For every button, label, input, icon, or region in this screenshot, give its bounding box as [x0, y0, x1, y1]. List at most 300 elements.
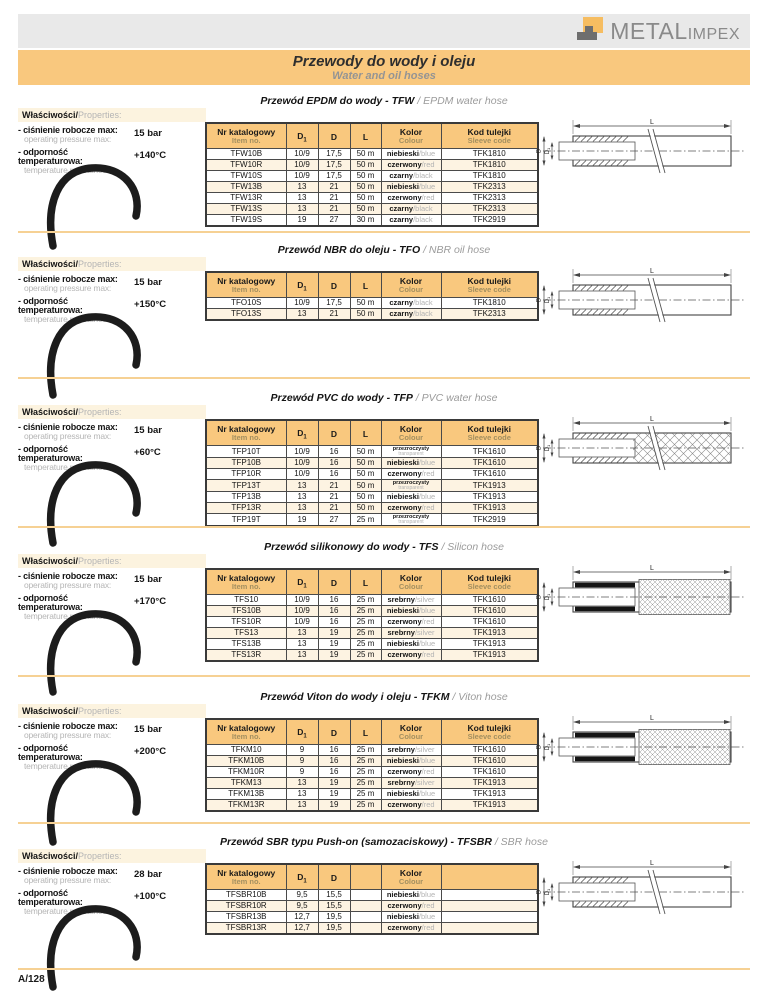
product-table: [205, 271, 539, 321]
header-sleeve: [441, 569, 538, 595]
hose-diagram-drawing: [535, 857, 750, 919]
table-row: [206, 469, 538, 480]
cell-colour: [381, 160, 441, 171]
temperature-value: +60°C: [134, 447, 161, 458]
cell-d1: 9,5: [286, 901, 318, 912]
properties-heading-pl: Właściwości/: [22, 706, 79, 716]
cell-d1: 19: [286, 215, 318, 227]
header-d-label: D: [330, 429, 338, 439]
colour-en: /red: [421, 469, 435, 478]
properties-panel: [18, 849, 213, 916]
cell-colour: [381, 204, 441, 215]
svg-text:L: L: [650, 715, 654, 722]
header-colour-en: Colour: [398, 732, 424, 741]
header-d1-sub: 1: [303, 286, 307, 293]
cell-item: TFP10R: [206, 469, 286, 480]
properties-heading-pl: Właściwości/: [22, 407, 79, 417]
cell-d: 21: [318, 309, 350, 321]
colour-pl: czarny: [389, 298, 414, 307]
hose-diagram-drawing: [535, 265, 750, 327]
metal-anvil-icon: [576, 16, 603, 46]
section-title: [18, 541, 750, 553]
colour-en: /blue: [418, 458, 436, 467]
cell-d: 19: [318, 800, 350, 812]
colour-pl: niebieski: [386, 606, 419, 615]
header-colour-en: Colour: [398, 582, 424, 591]
table-row: [206, 789, 538, 800]
table-body: [206, 890, 538, 935]
cell-colour: [381, 800, 441, 812]
cell-d1: 10/9: [286, 606, 318, 617]
header-d: [318, 272, 350, 298]
properties-heading: [18, 405, 206, 419]
colour-en: transparent: [398, 519, 424, 525]
svg-text:D1: D1: [544, 296, 551, 304]
header-d1-sub: 1: [303, 878, 307, 885]
header-colour-en: Colour: [398, 433, 424, 442]
cell-sleeve: TFK1610: [441, 617, 538, 628]
header-d-label: D: [330, 578, 338, 588]
cell-item: TFS13B: [206, 639, 286, 650]
cell-l: 50 m: [350, 160, 381, 171]
cell-colour: [381, 745, 441, 756]
cell-item: TFW13S: [206, 204, 286, 215]
cell-colour: [381, 595, 441, 606]
svg-text:D: D: [536, 594, 543, 600]
properties-heading-en: Properties:: [78, 851, 122, 861]
section-title-pl: Przewód Viton do wody i oleju - TFKM: [260, 691, 450, 703]
hose-photo: [32, 899, 164, 994]
pressure-label-pl: - ciśnienie robocze max:: [18, 866, 118, 876]
cell-item: TFO13S: [206, 309, 286, 321]
cell-colour: [381, 193, 441, 204]
section-title: [18, 392, 750, 404]
cell-l: 50 m: [350, 193, 381, 204]
pressure-label-en: operating pressure max:: [24, 730, 112, 740]
header-d-label: D: [330, 281, 338, 291]
table-header-row: [206, 569, 538, 595]
colour-en: /red: [421, 503, 435, 512]
section-title-en: / Viton hose: [452, 691, 508, 703]
cell-colour: [381, 492, 441, 503]
header-sleeve-pl: Kod tulejki: [467, 573, 511, 583]
cell-colour: [381, 778, 441, 789]
temperature-value: +140°C: [134, 150, 167, 161]
cell-d1: 9,5: [286, 890, 318, 901]
footer-page-number: A/128: [18, 974, 45, 985]
cell-sleeve: TFK1810: [441, 149, 538, 160]
svg-text:D: D: [536, 297, 543, 303]
cell-d1: 13: [286, 628, 318, 639]
colour-pl: niebieski: [386, 789, 419, 798]
colour-pl: czarny: [389, 204, 414, 213]
table-row: [206, 480, 538, 492]
colour-en: /blue: [418, 492, 436, 501]
cell-sleeve: TFK1610: [441, 446, 538, 458]
temperature-label-en: temperature resistance:: [24, 462, 109, 472]
cell-d: 21: [318, 193, 350, 204]
cell-colour: [381, 514, 441, 527]
cell-sleeve: TFK1610: [441, 469, 538, 480]
colour-pl: niebieski: [386, 890, 419, 899]
table-body: [206, 446, 538, 527]
cell-item: TFP13B: [206, 492, 286, 503]
colour-en: /red: [421, 617, 435, 626]
cell-item: TFS10: [206, 595, 286, 606]
header-d1: [286, 719, 318, 745]
section-title-pl: Przewód EPDM do wody - TFW: [260, 95, 415, 107]
temperature-label-en: temperature resistance:: [24, 314, 109, 324]
section-title-pl: Przewód PVC do wody - TFP: [270, 392, 413, 404]
table-row: [206, 606, 538, 617]
pressure-label-pl: - ciśnienie robocze max:: [18, 571, 118, 581]
table-row: [206, 492, 538, 503]
temperature-value: +200°C: [134, 746, 167, 757]
cell-d1: 10/9: [286, 446, 318, 458]
cell-item: TFS10B: [206, 606, 286, 617]
header-item: [206, 420, 286, 446]
cell-d: 19: [318, 789, 350, 800]
cell-d1: 9: [286, 767, 318, 778]
header-sleeve-pl: Kod tulejki: [467, 424, 511, 434]
header-sleeve: [441, 272, 538, 298]
cell-l: 25 m: [350, 628, 381, 639]
temperature-label-en: temperature resistance:: [24, 761, 109, 771]
header-l: [350, 272, 381, 298]
svg-text:L: L: [650, 268, 654, 275]
header-d1: [286, 569, 318, 595]
cell-item: TFW10S: [206, 171, 286, 182]
cell-sleeve: TFK1810: [441, 298, 538, 309]
pressure-value: 15 bar: [134, 277, 162, 288]
product-table: [205, 718, 539, 812]
cell-item: TFP10B: [206, 458, 286, 469]
cell-l: 25 m: [350, 778, 381, 789]
colour-pl: czarny: [389, 215, 414, 224]
cell-d: 16: [318, 617, 350, 628]
header-colour-en: Colour: [398, 285, 424, 294]
cell-sleeve: TFK1610: [441, 745, 538, 756]
cell-d1: 13: [286, 650, 318, 662]
header-colour-pl: Kolor: [399, 573, 423, 583]
colour-en: /red: [421, 923, 435, 932]
table-row: [206, 182, 538, 193]
cell-l: 50 m: [350, 469, 381, 480]
pressure-property: [18, 423, 213, 441]
table-header: [206, 123, 538, 149]
header-item-pl: Nr katalogowy: [217, 276, 276, 286]
colour-en: /red: [421, 160, 435, 169]
cell-colour: [381, 503, 441, 514]
table-row: [206, 650, 538, 662]
temperature-label-en: temperature resistance:: [24, 611, 109, 621]
table-row: [206, 901, 538, 912]
properties-heading-en: Properties:: [78, 556, 122, 566]
colour-pl: czarny: [389, 171, 414, 180]
colour-pl: czerwony: [387, 469, 422, 478]
header-d1-sub: 1: [303, 583, 307, 590]
cell-d: 19: [318, 639, 350, 650]
table-header: [206, 569, 538, 595]
header-d1-label: D: [297, 131, 304, 142]
cell-sleeve: TFK1810: [441, 171, 538, 182]
cell-colour: [381, 628, 441, 639]
cell-colour: [381, 617, 441, 628]
cell-d1: 13: [286, 639, 318, 650]
cell-colour: [381, 756, 441, 767]
cell-l: 50 m: [350, 171, 381, 182]
pressure-label-pl: - ciśnienie robocze max:: [18, 125, 118, 135]
cell-sleeve: TFK1913: [441, 639, 538, 650]
cell-sleeve: TFK1913: [441, 492, 538, 503]
table-row: [206, 800, 538, 812]
colour-pl: czerwony: [387, 503, 422, 512]
header-d-label: D: [330, 728, 338, 738]
page-header: [18, 14, 750, 48]
cell-sleeve: TFK1913: [441, 628, 538, 639]
product-section: [18, 688, 750, 822]
cell-colour: [381, 912, 441, 923]
temperature-label-pl: - odporność temperaturowa:: [18, 888, 83, 907]
table-row: [206, 756, 538, 767]
properties-panel: [18, 257, 213, 324]
cell-colour: [381, 298, 441, 309]
cell-item: TFKM13B: [206, 789, 286, 800]
temperature-value: +100°C: [134, 891, 167, 902]
cell-item: TFKM10R: [206, 767, 286, 778]
header-d: [318, 719, 350, 745]
svg-text:D1: D1: [544, 888, 551, 896]
catalog-table: [205, 122, 539, 227]
header-sleeve-pl: Kod tulejki: [467, 723, 511, 733]
pressure-value: 15 bar: [134, 425, 162, 436]
cell-d: 19: [318, 650, 350, 662]
cell-d1: 13: [286, 480, 318, 492]
cell-d: 15,5: [318, 890, 350, 901]
colour-pl: niebieski: [386, 912, 419, 921]
header-d: [318, 420, 350, 446]
colour-en: /blue: [418, 756, 436, 765]
cell-colour: [381, 149, 441, 160]
header-d: [318, 569, 350, 595]
cell-sleeve: TFK1610: [441, 756, 538, 767]
properties-heading-pl: Właściwości/: [22, 110, 79, 120]
cell-d1: 13: [286, 778, 318, 789]
pressure-property: [18, 126, 213, 144]
product-table: [205, 863, 539, 935]
cell-sleeve: TFK2313: [441, 193, 538, 204]
table-row: [206, 193, 538, 204]
header-l-label: L: [362, 578, 369, 588]
colour-pl: niebieski: [386, 458, 419, 467]
colour-en: transparent: [398, 485, 424, 491]
hose-diagram-drawing: [535, 712, 750, 774]
cell-d1: 10/9: [286, 160, 318, 171]
header-colour: [381, 569, 441, 595]
cell-sleeve: [441, 923, 538, 935]
header-item: [206, 719, 286, 745]
header-d-label: D: [330, 132, 338, 142]
svg-text:D1: D1: [544, 147, 551, 155]
product-table: [205, 419, 539, 527]
cell-colour: [381, 182, 441, 193]
header-d1: [286, 123, 318, 149]
colour-en: /blue: [418, 182, 436, 191]
header-sleeve-en: Sleeve code: [467, 582, 511, 591]
table-row: [206, 778, 538, 789]
colour-pl: czerwony: [387, 650, 422, 659]
colour-en: /blue: [418, 149, 436, 158]
pressure-label-en: operating pressure max:: [24, 580, 112, 590]
temperature-label-en: temperature resistance:: [24, 906, 109, 916]
colour-en: /silver: [414, 745, 435, 754]
cell-sleeve: TFK1610: [441, 767, 538, 778]
cell-d: 16: [318, 446, 350, 458]
cell-sleeve: TFK1913: [441, 650, 538, 662]
header-colour-pl: Kolor: [399, 276, 423, 286]
cell-colour: [381, 171, 441, 182]
section-separator: [18, 377, 750, 379]
cell-l: [350, 901, 381, 912]
hose-diagram: [535, 712, 750, 779]
header-d1-sub: 1: [303, 434, 307, 441]
section-title-en: / PVC water hose: [415, 392, 498, 404]
section-title-en: / EPDM water hose: [417, 95, 508, 107]
cell-d1: 13: [286, 503, 318, 514]
cell-d1: 10/9: [286, 617, 318, 628]
header-d1-label: D: [297, 872, 304, 883]
cell-item: TFW10B: [206, 149, 286, 160]
table-row: [206, 215, 538, 227]
section-title-pl: Przewód silikonowy do wody - TFS: [264, 541, 439, 553]
cell-l: [350, 912, 381, 923]
colour-en: /black: [413, 298, 433, 307]
catalog-table: [205, 419, 539, 527]
properties-heading-en: Properties:: [78, 407, 122, 417]
hose-diagram-drawing: [535, 562, 750, 624]
properties-heading: [18, 704, 206, 718]
cell-d: 17,5: [318, 149, 350, 160]
header-d-label: D: [330, 873, 338, 883]
cell-d: 16: [318, 469, 350, 480]
header-colour-en: Colour: [398, 877, 424, 886]
section-title-en: / Silicon hose: [441, 541, 504, 553]
properties-heading: [18, 257, 206, 271]
table-row: [206, 446, 538, 458]
cell-sleeve: TFK2313: [441, 182, 538, 193]
table-header-row: [206, 864, 538, 890]
table-row: [206, 204, 538, 215]
cell-item: TFO10S: [206, 298, 286, 309]
page-subtitle: Water and oil hoses: [332, 70, 436, 82]
header-colour-en: Colour: [398, 136, 424, 145]
cell-item: TFSBR10B: [206, 890, 286, 901]
cell-sleeve: TFK1810: [441, 160, 538, 171]
cell-item: TFSBR13R: [206, 923, 286, 935]
header-d1-label: D: [297, 280, 304, 291]
header-l: [350, 719, 381, 745]
cell-l: 50 m: [350, 298, 381, 309]
cell-d: 17,5: [318, 298, 350, 309]
cell-l: 50 m: [350, 458, 381, 469]
cell-colour: [381, 890, 441, 901]
colour-pl: czarny: [389, 309, 414, 318]
colour-en: /red: [421, 800, 435, 809]
section-title-pl: Przewód SBR typu Push-on (samozaciskowy) - TFSBR: [220, 836, 492, 848]
cell-colour: [381, 215, 441, 227]
cell-item: TFW10R: [206, 160, 286, 171]
hose-diagram-drawing: [535, 413, 750, 475]
colour-pl: czerwony: [387, 800, 422, 809]
header-sleeve-en: Sleeve code: [467, 433, 511, 442]
header-l-label: L: [362, 132, 369, 142]
cell-l: 50 m: [350, 309, 381, 321]
cell-l: 50 m: [350, 182, 381, 193]
table-row: [206, 912, 538, 923]
pressure-labels: [18, 867, 130, 885]
colour-pl: przezroczysty: [392, 446, 430, 452]
colour-en: /red: [421, 193, 435, 202]
cell-sleeve: TFK2313: [441, 309, 538, 321]
cell-item: TFKM10: [206, 745, 286, 756]
cell-sleeve: TFK2919: [441, 215, 538, 227]
properties-heading: [18, 554, 206, 568]
header-d1-label: D: [297, 727, 304, 738]
header-item: [206, 272, 286, 298]
colour-en: /red: [421, 901, 435, 910]
header-l: [350, 123, 381, 149]
table-header: [206, 719, 538, 745]
properties-heading-pl: Właściwości/: [22, 259, 79, 269]
table-row: [206, 745, 538, 756]
pressure-property: [18, 572, 213, 590]
cell-d1: 10/9: [286, 171, 318, 182]
svg-text:D1: D1: [544, 593, 551, 601]
header-d1: [286, 272, 318, 298]
product-section: [18, 241, 750, 377]
header-colour: [381, 864, 441, 890]
table-header: [206, 272, 538, 298]
table-row: [206, 890, 538, 901]
cell-l: 50 m: [350, 149, 381, 160]
table-body: [206, 595, 538, 662]
svg-text:D1: D1: [544, 743, 551, 751]
hose-diagram: [535, 116, 750, 183]
pressure-value: 15 bar: [134, 574, 162, 585]
temperature-label-en: temperature resistance:: [24, 165, 109, 175]
product-section: [18, 538, 750, 675]
colour-en: /silver: [414, 595, 435, 604]
table-body: [206, 298, 538, 321]
cell-item: TFW13R: [206, 193, 286, 204]
pressure-value: 15 bar: [134, 724, 162, 735]
colour-pl: czerwony: [387, 767, 422, 776]
table-row: [206, 923, 538, 935]
cell-l: 25 m: [350, 650, 381, 662]
cell-item: TFSBR10R: [206, 901, 286, 912]
catalog-table: [205, 718, 539, 812]
table-row: [206, 514, 538, 527]
cell-d: 17,5: [318, 160, 350, 171]
table-row: [206, 639, 538, 650]
table-row: [206, 595, 538, 606]
cell-d1: 13: [286, 193, 318, 204]
header-colour-pl: Kolor: [399, 868, 423, 878]
section-title-en: / NBR oil hose: [423, 244, 491, 256]
cell-d: 21: [318, 480, 350, 492]
cell-sleeve: [441, 912, 538, 923]
cell-d1: 10/9: [286, 595, 318, 606]
